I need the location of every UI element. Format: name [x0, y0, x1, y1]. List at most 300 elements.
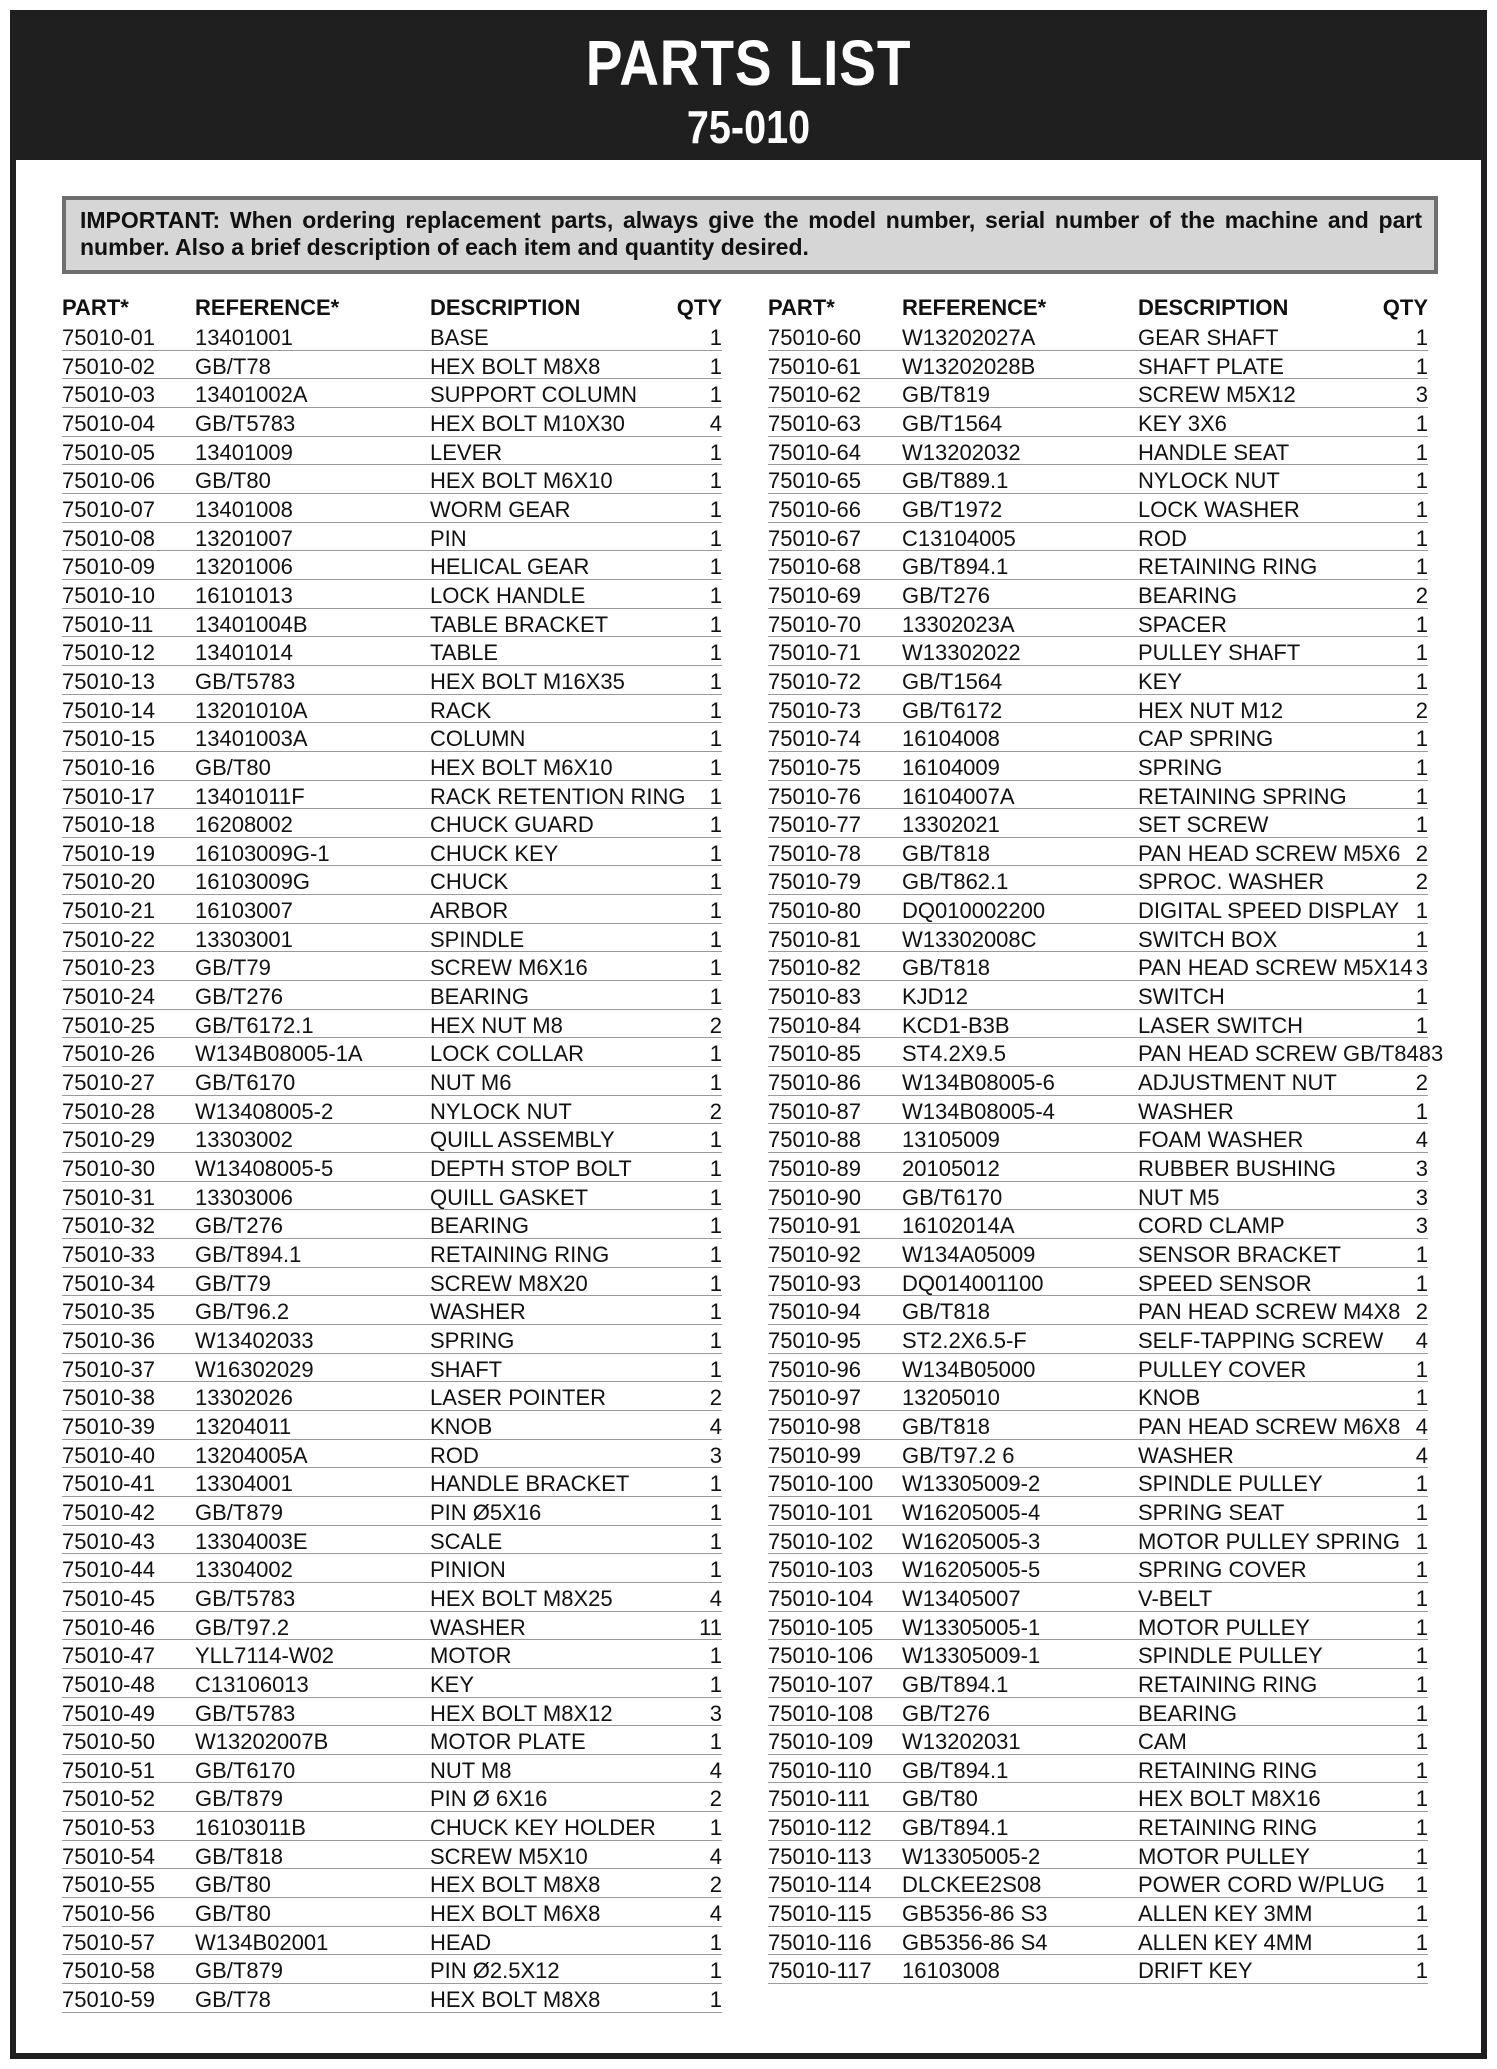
table-row — [768, 924, 1428, 953]
part-number: 75010-61 — [768, 353, 861, 379]
table-row — [62, 781, 722, 810]
part-number: 75010-53 — [62, 1815, 155, 1841]
part-number: 75010-50 — [62, 1729, 155, 1755]
reference-number: GB/T879 — [195, 1499, 284, 1525]
reference-number: KCD1-B3B — [902, 1012, 1010, 1038]
part-number: 75010-33 — [62, 1242, 155, 1267]
reference-number: KJD12 — [902, 984, 969, 1010]
table-row — [768, 1583, 1428, 1612]
table-row — [62, 437, 722, 466]
part-number: 75010-44 — [62, 1557, 155, 1583]
part-number: 75010-95 — [768, 1327, 861, 1353]
part-number: 75010-32 — [62, 1213, 155, 1239]
part-number: 75010-110 — [768, 1757, 872, 1783]
part-number: 75010-04 — [62, 410, 155, 436]
part-qty: 1 — [709, 1643, 722, 1669]
part-description: SWITCH BOX — [1138, 926, 1278, 952]
part-number: 75010-59 — [62, 1987, 155, 2013]
part-number: 75010-84 — [768, 1012, 861, 1038]
table-row — [768, 1239, 1428, 1268]
reference-number: GB/T6170 — [195, 1070, 296, 1096]
part-qty: 1 — [709, 1929, 722, 1955]
reference-number: GB5356-86 S4 — [902, 1929, 1048, 1955]
part-description: LOCK HANDLE — [430, 582, 586, 608]
reference-number: GB/T894.1 — [195, 1242, 302, 1267]
reference-number: GB/T80 — [195, 754, 271, 780]
part-description: ALLEN KEY 4MM — [1138, 1929, 1313, 1955]
part-qty: 1 — [709, 840, 722, 866]
reference-number: GB/T5783 — [195, 1585, 296, 1611]
table-row — [62, 580, 722, 609]
part-description: BEARING — [1138, 1700, 1238, 1726]
part-description: LASER POINTER — [430, 1385, 607, 1411]
part-qty: 1 — [709, 1070, 722, 1096]
part-number: 75010-20 — [62, 869, 155, 895]
part-qty: 1 — [709, 1327, 722, 1353]
part-number: 75010-86 — [768, 1070, 861, 1096]
reference-number: GB/T894.1 — [902, 1757, 1009, 1783]
part-qty: 4 — [709, 1757, 722, 1783]
part-description: SCREW M5X10 — [430, 1843, 588, 1869]
table-row — [768, 351, 1428, 380]
table-row — [62, 952, 722, 981]
part-description: PAN HEAD SCREW M4X8 — [1138, 1299, 1401, 1325]
reference-number: W134B08005-6 — [902, 1070, 1055, 1096]
part-number: 75010-63 — [768, 410, 861, 436]
reference-number: GB/T818 — [902, 1299, 991, 1325]
part-qty: 1 — [1415, 668, 1428, 694]
table-row — [768, 1124, 1428, 1153]
part-description: KNOB — [430, 1413, 493, 1439]
reference-number: DQ014001100 — [902, 1270, 1044, 1296]
part-qty: 2 — [709, 1012, 722, 1038]
reference-number: W13202028B — [902, 353, 1036, 379]
part-qty: 1 — [1415, 754, 1428, 780]
part-number: 75010-105 — [768, 1614, 874, 1640]
part-description: KEY — [1138, 668, 1183, 694]
part-description: DIGITAL SPEED DISPLAY — [1138, 898, 1400, 924]
part-qty: 2 — [1415, 582, 1428, 608]
part-qty: 1 — [709, 1041, 722, 1067]
part-description: RUBBER BUSHING — [1138, 1156, 1337, 1182]
table-row — [62, 1755, 722, 1784]
part-description: RETAINING RING — [1138, 1815, 1318, 1841]
part-description: SCREW M5X12 — [1138, 382, 1296, 408]
table-row — [768, 379, 1428, 408]
part-qty: 1 — [1415, 1528, 1428, 1554]
part-qty: 1 — [709, 1127, 722, 1153]
left-rows — [62, 322, 722, 2013]
part-number: 75010-60 — [768, 325, 861, 350]
reference-number: 13401001 — [195, 325, 293, 350]
part-number: 75010-38 — [62, 1385, 155, 1411]
table-row — [62, 1898, 722, 1927]
part-description: QUILL GASKET — [430, 1184, 589, 1210]
header-part: PART* — [62, 295, 129, 320]
part-qty: 4 — [709, 1413, 722, 1439]
table-row — [768, 1440, 1428, 1469]
reference-number: W13402033 — [195, 1327, 314, 1353]
part-description: PIN Ø2.5X12 — [430, 1958, 560, 1984]
header-reference: REFERENCE* — [195, 295, 340, 320]
part-qty: 1 — [1415, 1729, 1428, 1755]
table-row — [62, 1640, 722, 1669]
reference-number: GB/T276 — [195, 1213, 284, 1239]
table-row — [62, 1440, 722, 1469]
part-qty: 1 — [1415, 1471, 1428, 1497]
part-description: PULLEY COVER — [1138, 1356, 1307, 1382]
table-row — [768, 1841, 1428, 1870]
table-row — [62, 1325, 722, 1354]
part-qty: 1 — [709, 1958, 722, 1984]
part-qty: 1 — [1415, 1012, 1428, 1038]
part-description: PAN HEAD SCREW M5X14 — [1138, 955, 1413, 981]
part-number: 75010-26 — [62, 1041, 155, 1067]
part-number: 75010-30 — [62, 1156, 155, 1182]
table-row — [768, 866, 1428, 895]
reference-number: GB/T276 — [902, 1700, 991, 1726]
part-qty: 1 — [1415, 1815, 1428, 1841]
table-row — [768, 437, 1428, 466]
table-row — [768, 1354, 1428, 1383]
table-row — [768, 1468, 1428, 1497]
part-qty: 1 — [709, 1356, 722, 1382]
reference-number: W13202032 — [902, 439, 1021, 465]
table-row — [768, 981, 1428, 1010]
part-description: WASHER — [430, 1614, 526, 1640]
part-description: LASER SWITCH — [1138, 1012, 1304, 1038]
table-row — [62, 1411, 722, 1440]
table-row — [62, 695, 722, 724]
part-qty: 1 — [1415, 611, 1428, 637]
parts-table-right — [768, 292, 1444, 1984]
table-row — [62, 1182, 722, 1211]
part-description: SUPPORT COLUMN — [430, 382, 638, 408]
table-row — [768, 523, 1428, 552]
part-number: 75010-91 — [768, 1213, 861, 1239]
part-number: 75010-83 — [768, 984, 861, 1010]
table-row — [768, 952, 1428, 981]
reference-number: W13305005-1 — [902, 1614, 1041, 1640]
part-number: 75010-52 — [62, 1786, 155, 1812]
part-qty: 1 — [709, 1156, 722, 1182]
part-number: 75010-42 — [62, 1499, 155, 1525]
table-row — [768, 838, 1428, 867]
part-number: 75010-57 — [62, 1929, 155, 1955]
part-qty: 1 — [1415, 726, 1428, 752]
part-qty: 1 — [709, 726, 722, 752]
part-description: SPRING SEAT — [1138, 1499, 1285, 1525]
part-number: 75010-115 — [768, 1901, 872, 1927]
table-row — [768, 1268, 1428, 1297]
reference-number: W134B05000 — [902, 1356, 1036, 1382]
part-number: 75010-72 — [768, 668, 861, 694]
part-description: MOTOR PULLEY — [1138, 1614, 1310, 1640]
reference-number: GB/T5783 — [195, 410, 296, 436]
reference-number: 13303001 — [195, 926, 293, 952]
part-description: DRIFT KEY — [1138, 1958, 1253, 1984]
part-description: HANDLE BRACKET — [430, 1471, 630, 1497]
table-row — [768, 1698, 1428, 1727]
reference-number: GB5356-86 S3 — [902, 1901, 1048, 1927]
table-row — [62, 809, 722, 838]
part-number: 75010-108 — [768, 1700, 874, 1726]
part-number: 75010-51 — [62, 1757, 155, 1783]
header-description: DESCRIPTION — [430, 295, 581, 320]
table-row — [768, 1411, 1428, 1440]
part-number: 75010-107 — [768, 1671, 874, 1697]
table-row — [62, 1812, 722, 1841]
part-description: LOCK WASHER — [1138, 496, 1300, 522]
part-description: PINION — [430, 1557, 506, 1583]
reference-number: W134A05009 — [902, 1242, 1036, 1267]
part-number: 75010-98 — [768, 1413, 861, 1439]
part-description: PAN HEAD SCREW M6X8 — [1138, 1413, 1401, 1439]
table-row — [62, 523, 722, 552]
reference-number: W13408005-2 — [195, 1098, 334, 1124]
part-description: SHAFT — [430, 1356, 503, 1382]
reference-number: 13401009 — [195, 439, 293, 465]
part-qty: 3 — [1415, 1213, 1428, 1239]
table-row — [768, 322, 1428, 351]
table-row — [62, 1984, 722, 2013]
table-row — [62, 408, 722, 437]
part-qty: 1 — [709, 1499, 722, 1525]
part-number: 75010-41 — [62, 1471, 155, 1497]
reference-number: 13204005A — [195, 1442, 308, 1468]
part-number: 75010-39 — [62, 1413, 155, 1439]
part-number: 75010-14 — [62, 697, 155, 723]
part-description: BASE — [430, 325, 489, 350]
part-description: GEAR SHAFT — [1138, 325, 1279, 350]
part-qty: 3 — [1415, 382, 1428, 408]
table-row — [62, 1067, 722, 1096]
part-number: 75010-54 — [62, 1843, 155, 1869]
part-description: SCALE — [430, 1528, 503, 1554]
part-number: 75010-113 — [768, 1843, 872, 1869]
part-description: HEX NUT M12 — [1138, 697, 1284, 723]
part-description: NYLOCK NUT — [430, 1098, 572, 1124]
part-number: 75010-25 — [62, 1012, 155, 1038]
table-row — [62, 1153, 722, 1182]
table-row — [62, 1612, 722, 1641]
table-row — [62, 1955, 722, 1984]
table-row — [768, 1182, 1428, 1211]
table-row — [62, 379, 722, 408]
table-row — [768, 809, 1428, 838]
part-description: NUT M5 — [1138, 1184, 1220, 1210]
part-qty: 1 — [1415, 984, 1428, 1010]
part-number: 75010-76 — [768, 783, 861, 809]
reference-number: GB/T79 — [195, 1270, 271, 1296]
part-qty: 2 — [709, 1872, 722, 1898]
table-row — [62, 895, 722, 924]
part-qty: 2 — [709, 1385, 722, 1411]
reference-number: C13104005 — [902, 525, 1016, 551]
part-description: MOTOR PULLEY — [1138, 1843, 1310, 1869]
reference-number: 13304001 — [195, 1471, 293, 1497]
part-qty: 2 — [1415, 1299, 1428, 1325]
part-description: PAN HEAD SCREW M5X6 — [1138, 840, 1401, 866]
reference-number: GB/T1564 — [902, 668, 1003, 694]
part-description: SELF-TAPPING SCREW — [1138, 1327, 1384, 1353]
reference-number: GB/T862.1 — [902, 869, 1009, 895]
part-description: SPRING COVER — [1138, 1557, 1307, 1583]
part-number: 75010-06 — [62, 468, 155, 494]
part-description: CHUCK GUARD — [430, 812, 594, 838]
reference-number: W134B08005-1A — [195, 1041, 363, 1067]
part-qty: 1 — [1415, 783, 1428, 809]
part-qty: 1 — [1415, 496, 1428, 522]
table-row — [62, 1669, 722, 1698]
part-number: 75010-56 — [62, 1901, 155, 1927]
part-description: SPROC. WASHER — [1138, 869, 1325, 895]
header-reference: REFERENCE* — [902, 295, 1047, 320]
reference-number: GB/T78 — [195, 353, 271, 379]
part-qty: 1 — [1415, 1585, 1428, 1611]
part-description: SPRING — [1138, 754, 1223, 780]
table-row — [62, 1698, 722, 1727]
reference-number: GB/T6170 — [195, 1757, 296, 1783]
part-number: 75010-16 — [62, 754, 155, 780]
part-qty: 3 — [709, 1442, 722, 1468]
reference-number: 16104008 — [902, 726, 1000, 752]
part-description: CAM — [1138, 1729, 1187, 1755]
reference-number: GB/T80 — [902, 1786, 978, 1812]
part-qty: 1 — [709, 668, 722, 694]
table-row — [62, 924, 722, 953]
part-description: SHAFT PLATE — [1138, 353, 1284, 379]
part-number: 75010-104 — [768, 1585, 874, 1611]
table-row — [62, 1869, 722, 1898]
part-number: 75010-87 — [768, 1098, 861, 1124]
right-rows — [768, 322, 1444, 1984]
part-qty: 1 — [1415, 353, 1428, 379]
table-row — [768, 1812, 1428, 1841]
table-row — [768, 1010, 1428, 1039]
table-row — [62, 666, 722, 695]
part-description: BEARING — [430, 1213, 530, 1239]
part-number: 75010-93 — [768, 1270, 861, 1296]
part-qty: 1 — [1415, 1499, 1428, 1525]
part-description: QUILL ASSEMBLY — [430, 1127, 615, 1153]
part-description: V-BELT — [1138, 1585, 1213, 1611]
reference-number: 13303006 — [195, 1184, 293, 1210]
table-row — [768, 1153, 1428, 1182]
part-qty: 1 — [709, 1671, 722, 1697]
part-description: CHUCK KEY HOLDER — [430, 1815, 656, 1841]
part-number: 75010-99 — [768, 1442, 861, 1468]
reference-number: GB/T276 — [195, 984, 284, 1010]
part-description: SWITCH — [1138, 984, 1225, 1010]
part-qty: 1 — [1415, 1872, 1428, 1898]
part-qty: 2 — [1415, 1070, 1428, 1096]
part-number: 75010-117 — [768, 1958, 872, 1984]
reference-number: 16103009G — [195, 869, 310, 895]
part-number: 75010-05 — [62, 439, 155, 465]
part-qty: 1 — [1415, 1614, 1428, 1640]
part-qty: 1 — [709, 898, 722, 924]
part-qty: 1 — [709, 582, 722, 608]
reference-number: DQ010002200 — [902, 898, 1046, 924]
part-qty: 1 — [709, 382, 722, 408]
table-row — [62, 1841, 722, 1870]
table-row — [768, 1612, 1428, 1641]
part-number: 75010-78 — [768, 840, 861, 866]
part-description: MOTOR PULLEY SPRING — [1138, 1528, 1401, 1554]
reference-number: GB/T1972 — [902, 496, 1003, 522]
part-qty: 1 — [1415, 1757, 1428, 1783]
part-description: HANDLE SEAT — [1138, 439, 1290, 465]
part-description: POWER CORD W/PLUG — [1138, 1872, 1385, 1898]
reference-number: 13401002A — [195, 382, 308, 408]
part-qty: 1 — [1415, 1671, 1428, 1697]
reference-number: W13305005-2 — [902, 1843, 1041, 1869]
part-qty: 4 — [1415, 1327, 1428, 1353]
part-qty: 2 — [1415, 840, 1428, 866]
reference-number: W13302022 — [902, 640, 1021, 666]
part-description: HEAD — [430, 1929, 492, 1955]
part-qty: 1 — [709, 754, 722, 780]
part-qty: 1 — [1415, 1786, 1428, 1812]
part-description: SPEED SENSOR — [1138, 1270, 1312, 1296]
part-number: 75010-77 — [768, 812, 861, 838]
part-number: 75010-100 — [768, 1471, 874, 1497]
part-qty: 1 — [709, 1729, 722, 1755]
table-row — [768, 1669, 1428, 1698]
part-number: 75010-94 — [768, 1299, 861, 1325]
table-row — [62, 1210, 722, 1239]
part-description: LOCK COLLAR — [430, 1041, 585, 1067]
table-row — [768, 1067, 1428, 1096]
reference-number: 16104009 — [902, 754, 1000, 780]
part-number: 75010-65 — [768, 468, 861, 494]
reference-number: W13302008C — [902, 926, 1037, 952]
reference-number: 13201007 — [195, 525, 293, 551]
part-description: SPINDLE PULLEY — [1138, 1643, 1323, 1669]
part-number: 75010-92 — [768, 1242, 861, 1267]
reference-number: GB/T1564 — [902, 410, 1003, 436]
table-row — [62, 351, 722, 380]
table-row — [768, 1869, 1428, 1898]
part-number: 75010-68 — [768, 554, 861, 580]
part-qty: 3 — [709, 1700, 722, 1726]
part-qty: 1 — [1415, 1098, 1428, 1124]
table-row — [768, 1096, 1428, 1125]
part-description: MOTOR — [430, 1643, 512, 1669]
reference-number: W13202007B — [195, 1729, 329, 1755]
reference-number: 13201010A — [195, 697, 308, 723]
reference-number: 13204011 — [195, 1413, 292, 1439]
part-number: 75010-89 — [768, 1156, 861, 1182]
reference-number: 13401014 — [195, 640, 293, 666]
part-number: 75010-34 — [62, 1270, 155, 1296]
table-row — [768, 723, 1428, 752]
reference-number: W16205005-3 — [902, 1528, 1041, 1554]
table-row — [62, 1354, 722, 1383]
part-number: 75010-31 — [62, 1184, 155, 1210]
table-row — [62, 609, 722, 638]
table-row — [768, 1497, 1428, 1526]
part-number: 75010-55 — [62, 1872, 155, 1898]
part-description: HEX BOLT M6X10 — [430, 754, 613, 780]
part-description: WASHER — [1138, 1442, 1234, 1468]
part-number: 75010-28 — [62, 1098, 155, 1124]
part-qty: 4 — [709, 410, 722, 436]
part-qty: 1 — [709, 984, 722, 1010]
table-row — [62, 1583, 722, 1612]
part-number: 75010-96 — [768, 1356, 861, 1382]
